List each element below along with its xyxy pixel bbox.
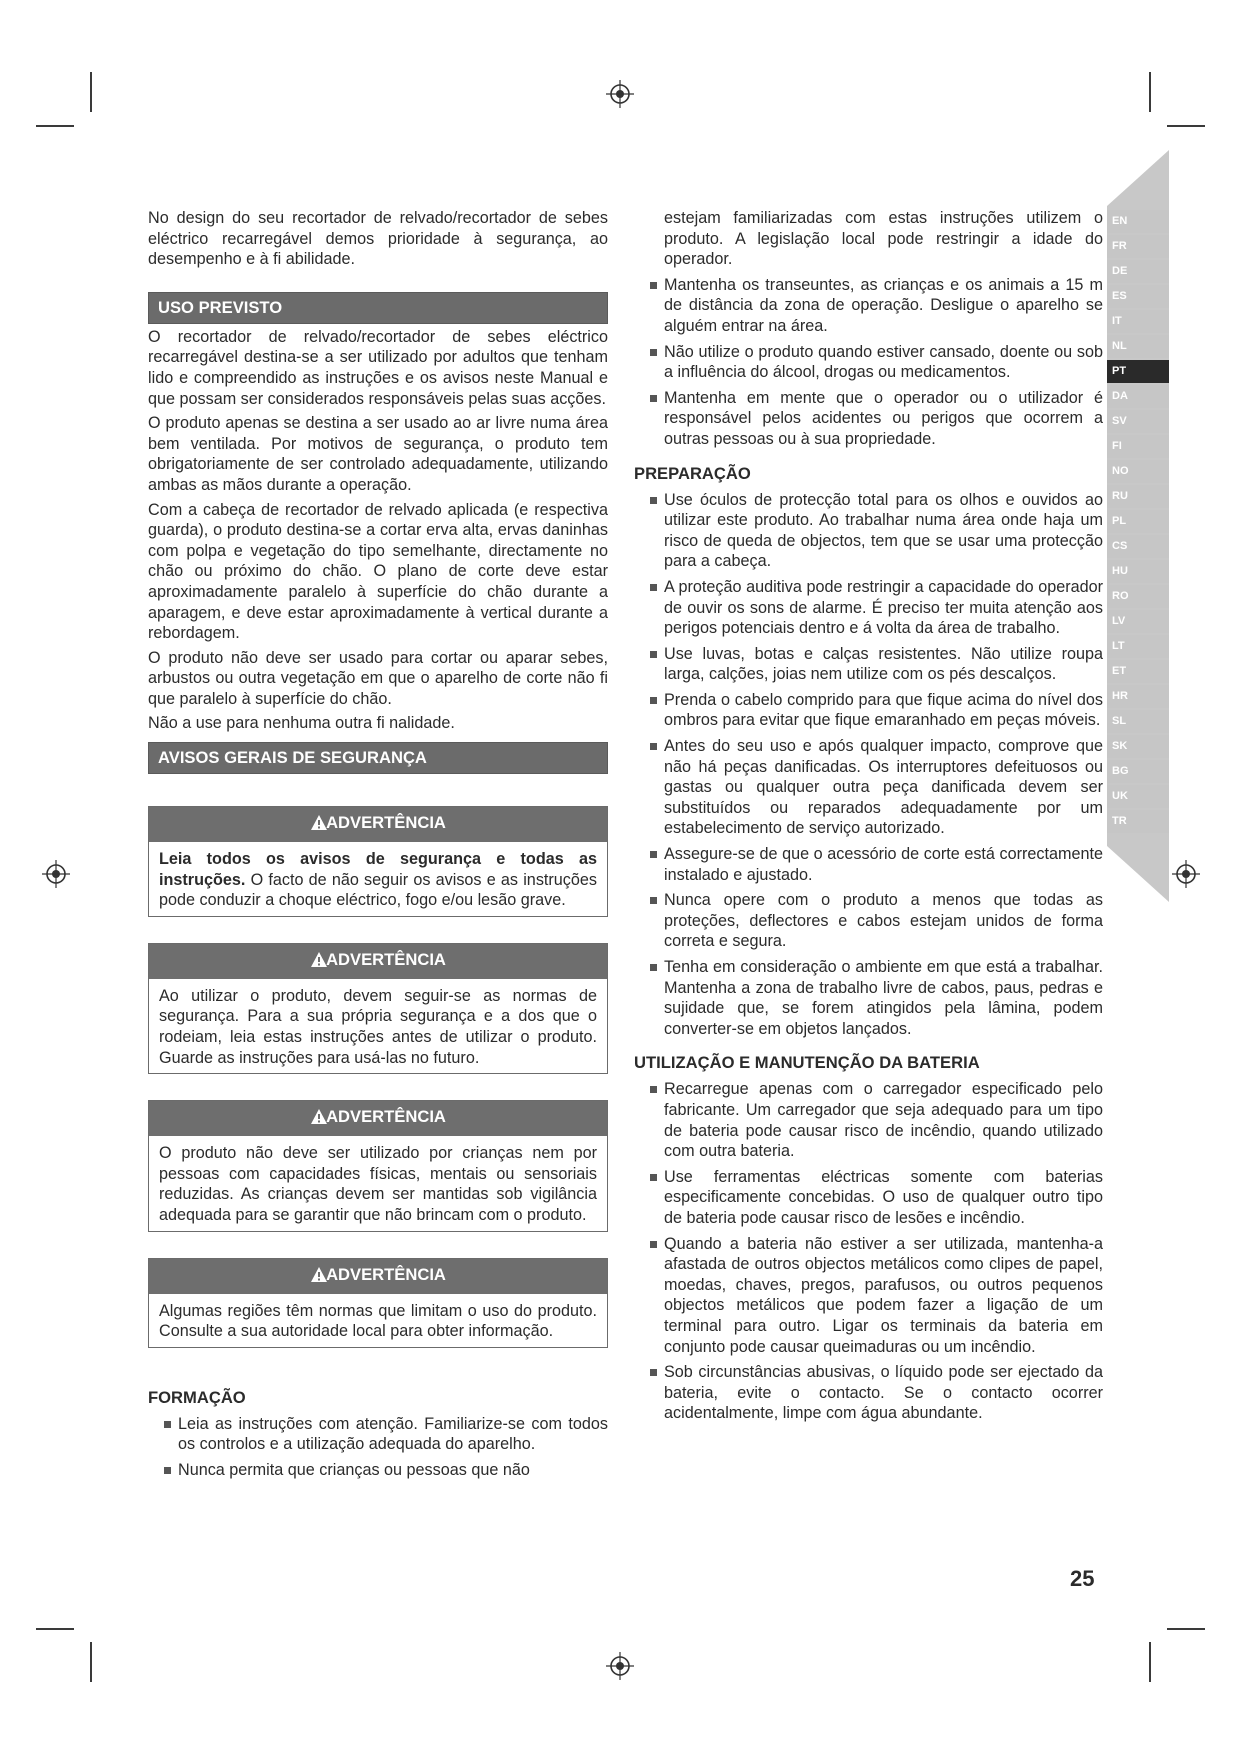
preparacao-list [634,490,1103,1040]
language-tab-hu: HU [1107,560,1169,583]
language-tab-sk: SK [1107,735,1169,758]
section-heading-uso-previsto: USO PREVISTO [148,292,608,324]
language-tabs [1107,210,1169,835]
language-tab-ru: RU [1107,485,1169,508]
warning-header [149,807,607,842]
bullet-square-icon [650,964,657,971]
language-tab-et: ET [1107,660,1169,683]
warning-text: Ao utilizar o produto, devem seguir-se as normas de segurança. Para a sua própria segurança e a dos que o rodeiam, leia estas instruções antes de utilizar o produto. Guarde as instruções para usá-las no futuro. [159,986,597,1067]
bullet-square-icon [650,851,657,858]
crop-mark [36,125,74,127]
bullet-square-icon [164,1421,171,1428]
paragraph: O recortador de relvado/recortador de sebes eléctrico recarregável destina-se a ser utilizado por adultos que tenham lido e compreendido as instruções e os avisos neste Manual e que possam ser considerados responsáveis pelas suas acções. [148,327,608,408]
warning-label: ADVERTÊNCIA [326,1107,446,1127]
language-tab-de: DE [1107,260,1169,283]
bullet-square-icon [650,743,657,750]
bullet-square-icon [650,1369,657,1376]
crop-mark [90,72,92,112]
list-item: A proteção auditiva pode restringir a capacidade do operador de ouvir os sons de alarme. É preciso ter muita atenção aos perigos potenciais dentro e á volta da área de trabalho. [634,577,1103,639]
bullet-square-icon [650,1086,657,1093]
list-item: Antes do seu uso e após qualquer impacto, comprove que não há peças danificadas. Os interruptores defeituosos ou gastas ou qualquer outra peça danificada devem ser substituídos ou reparados adequadamente por um estabelecimento de serviço autorizado. [634,736,1103,839]
list-item: Nunca permita que crianças ou pessoas que não [148,1460,608,1481]
list-item: Nunca opere com o produto a menos que todas as proteções, deflectores e cabos estejam unidos de forma correta e segura. [634,890,1103,952]
language-tab-da: DA [1107,385,1169,408]
list-item: Prenda o cabelo comprido para que fique acima do nível dos ombros para evitar que fique emaranhado em peças móveis. [634,690,1103,731]
registration-mark-icon [606,1652,634,1680]
intro-text: No design do seu recortador de relvado/recortador de sebes eléctrico recarregável demos prioridade à segurança, ao desempenho e à fi abilidade. [148,209,608,269]
bullet-square-icon [650,697,657,704]
section-heading-bateria: UTILIZAÇÃO E MANUTENÇÃO DA BATERIA [634,1053,980,1073]
warning-box [148,806,608,917]
language-tab-lt: LT [1107,635,1169,658]
list-item: Mantenha em mente que o operador ou o utilizador é responsável pelos acidentes ou perigos que ocorrem a outras pessoas ou à sua propriedade. [634,388,1103,450]
bullet-square-icon [650,497,657,504]
warning-label: ADVERTÊNCIA [326,813,446,833]
language-tab-tr: TR [1107,810,1169,833]
warning-box [148,1258,608,1348]
section-heading-preparacao: PREPARAÇÃO [634,463,751,483]
warning-text: Leia todos os avisos de segurança e todas as instruções. O facto de não seguir os avisos e as instruções pode conduzir a choque eléctrico, fogo e/ou lesão grave. [159,850,597,910]
formacao-list [148,1414,608,1481]
language-tab-nl: NL [1107,335,1169,358]
bullet-square-icon [650,584,657,591]
page-number: 25 [1070,1566,1095,1591]
warning-header [149,1259,607,1294]
crop-mark [1167,125,1205,127]
language-tab-sl: SL [1107,710,1169,733]
crop-mark [90,1642,92,1682]
warning-header [149,1101,607,1136]
list-item: Use ferramentas eléctricas somente com baterias especificamente concebidas. O uso de qualquer outro tipo de bateria pode causar risco de lesões e incêndio. [634,1167,1103,1229]
language-tab-lv: LV [1107,610,1169,633]
registration-mark-icon [606,80,634,108]
paragraph: O produto apenas se destina a ser usado ao ar livre numa área bem ventilada. Por motivos de segurança, o produto tem obrigatoriamente de ser controlado adequadamente, utilizando ambas as mãos durante a operação. [148,414,608,494]
bullet-square-icon [650,282,657,289]
paragraph: Não a use para nenhuma outra fi nalidade. [148,714,455,733]
language-tab-en: EN [1107,210,1169,233]
language-tab-bg: BG [1107,760,1169,783]
paragraph: estejam familiarizadas com estas instruções utilizem o produto. A legislação local pode restringir a idade do operador. [664,209,1103,269]
language-tab-fr: FR [1107,235,1169,258]
language-tab-cs: CS [1107,535,1169,558]
left-column [148,208,608,1486]
section-heading-formacao: FORMAÇÃO [148,1387,246,1407]
warning-label: ADVERTÊNCIA [326,949,446,969]
list-item: Quando a bateria não estiver a ser utilizada, mantenha-a afastada de outros objectos metálicos como clipes de papel, moedas, chaves, pregos, parafusos, ou outros pequenos objectos metálicos que podem fazer a ligação de um terminal para outro. Ligar os terminais da bateria em conjunto pode causar queimaduras ou um incêndio. [634,1234,1103,1358]
warning-label: ADVERTÊNCIA [326,1264,446,1284]
warning-text: Algumas regiões têm normas que limitam o uso do produto. Consulte a sua autoridade local para obter informação. [159,1301,597,1341]
language-tab-pl: PL [1107,510,1169,533]
language-tab-sv: SV [1107,410,1169,433]
bateria-list [634,1079,1103,1424]
language-tab-pt: PT [1107,360,1169,383]
language-tab-no: NO [1107,460,1169,483]
bullet-square-icon [650,395,657,402]
paragraph: O produto não deve ser usado para cortar ou aparar sebes, arbustos ou outra vegetação em que o aparelho de corte não fi que paralelo à superfície do chão. [148,648,608,708]
language-tab-it: IT [1107,310,1169,333]
crop-mark [1149,1642,1151,1682]
language-tab-uk: UK [1107,785,1169,808]
warning-box [148,943,608,1074]
list-item: Recarregue apenas com o carregador especificado pelo fabricante. Um carregador que seja adequado para um tipo de bateria pode causar risco de incêndio, quando utilizado com outra bateria. [634,1079,1103,1161]
list-item: Leia as instruções com atenção. Familiarize-se com todos os controlos e a utilização adequada do aparelho. [148,1414,608,1455]
language-tab-hr: HR [1107,685,1169,708]
crop-mark [36,1628,74,1630]
formacao-list-continued [634,275,1103,450]
bullet-square-icon [650,349,657,356]
list-item: Use óculos de protecção total para os olhos e ouvidos ao utilizar este produto. Ao trabalhar numa área onde haja um risco de queda de objectos, tem que se usar uma protecção para a cabeça. [634,490,1103,572]
bullet-square-icon [164,1467,171,1474]
warning-header [149,944,607,979]
registration-mark-icon [42,860,70,888]
registration-mark-icon [1172,860,1200,888]
bullet-square-icon [650,1241,657,1248]
warning-text: O produto não deve ser utilizado por crianças nem por pessoas com capacidades físicas, mentais ou sensoriais reduzidas. As crianças devem ser mantidas sob vigilância adequada para se garantir que não brincam com o produto. [159,1144,597,1224]
list-item: Sob circunstâncias abusivas, o líquido pode ser ejectado da bateria, evite o contacto. Se o contacto ocorrer acidentalmente, limpe com água abundante. [634,1362,1103,1424]
crop-mark [1167,1628,1205,1630]
list-item: Assegure-se de que o acessório de corte está correctamente instalado e ajustado. [634,844,1103,885]
warning-box [148,1100,608,1231]
right-column [634,208,1103,1429]
bullet-square-icon [650,897,657,904]
language-tab-es: ES [1107,285,1169,308]
language-tab-fi: FI [1107,435,1169,458]
list-item: Use luvas, botas e calças resistentes. Não utilize roupa larga, calções, joias nem utilize com os pés descalços. [634,644,1103,685]
paragraph: Com a cabeça de recortador de relvado aplicada (e respectiva guarda), o produto destina-se a cortar erva alta, ervas daninhas com polpa e vegetação do tipo semelhante, directamente no chão ou próximo do chão. O plano de corte deve estar aproximadamente paralelo à superfície do chão durante a aparagem, e deve estar aproximadamente à vertical durante a rebordagem. [148,500,608,643]
list-item: Não utilize o produto quando estiver cansado, doente ou sob a influência do álcool, drogas ou medicamentos. [634,342,1103,383]
list-item: Tenha em consideração o ambiente em que está a trabalhar. Mantenha a zona de trabalho livre de cabos, paus, pedras e sujidade que, se forem atingidos pela lâmina, podem converter-se em objetos lançados. [634,957,1103,1039]
section-heading-avisos-gerais: AVISOS GERAIS DE SEGURANÇA [148,742,608,774]
bullet-square-icon [650,1174,657,1181]
list-item: Mantenha os transeuntes, as crianças e os animais a 15 m de distância da zona de operação. Desligue o aparelho se alguém entrar na área. [634,275,1103,337]
bullet-square-icon [650,651,657,658]
language-tab-ro: RO [1107,585,1169,608]
crop-mark [1149,72,1151,112]
